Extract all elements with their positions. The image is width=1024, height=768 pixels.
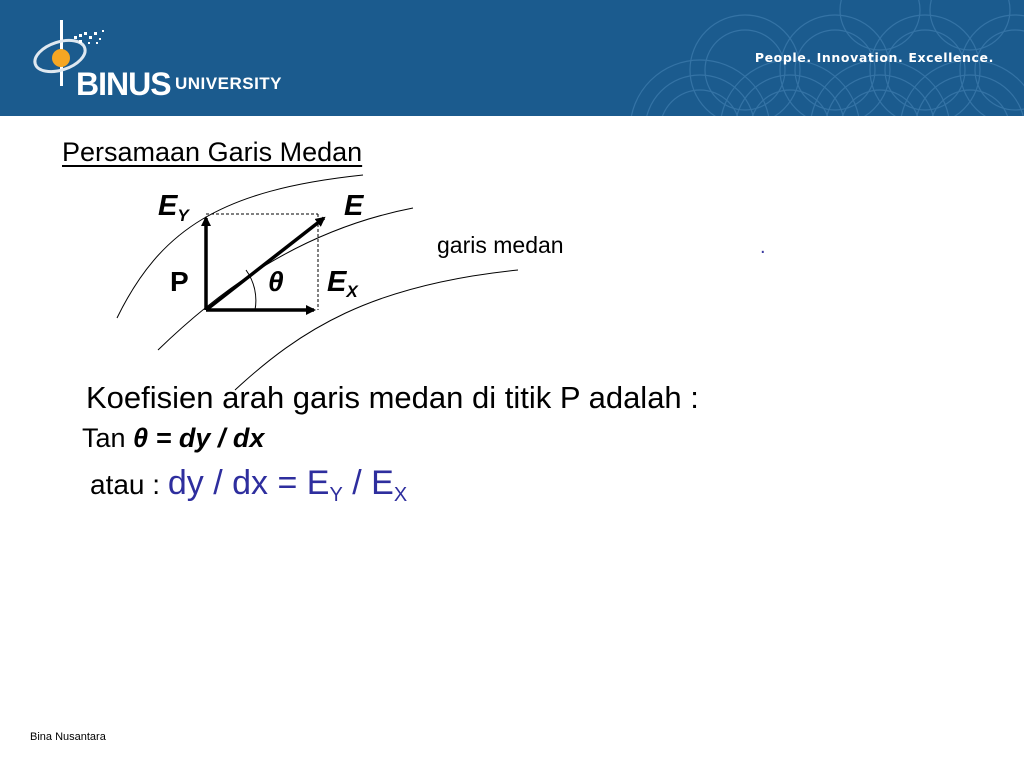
garis-medan-label: garis medan	[437, 232, 564, 258]
slide-title: Persamaan Garis Medan	[62, 137, 363, 167]
formula-sub-x: X	[393, 484, 408, 506]
logo-suffix: UNIVERSITY	[175, 74, 283, 93]
body-line-atau	[90, 464, 407, 507]
label-ey: $E_Y$	[158, 190, 189, 225]
body-line-tan: Tan θ = dy / dx	[82, 423, 265, 453]
atau-lead: atau :	[90, 469, 168, 500]
stray-dot: .	[760, 236, 766, 258]
formula-slash-1: /	[203, 464, 233, 502]
footer-text: Bina Nusantara	[30, 731, 106, 743]
label-e: E	[344, 190, 364, 222]
body-line-koefisien: Koefisien arah garis medan di titik P adalah :	[86, 380, 699, 415]
label-ex: $E_X$	[327, 266, 358, 301]
tan-formula: θ = dy / dx	[133, 423, 265, 453]
formula-dy: dy	[167, 464, 204, 502]
formula-eq-ey: = E	[268, 464, 330, 502]
tagline: People. Innovation. Excellence.	[754, 50, 994, 65]
label-theta: θ	[268, 266, 284, 297]
formula-sub-y: Y	[329, 484, 343, 506]
label-p: P	[170, 266, 189, 297]
formula-slash-ex: / E	[342, 464, 394, 502]
vector-e	[206, 218, 324, 310]
logo-name: BINUS	[76, 66, 171, 102]
formula-dx: dx	[232, 464, 269, 502]
field-line-2	[158, 208, 413, 350]
